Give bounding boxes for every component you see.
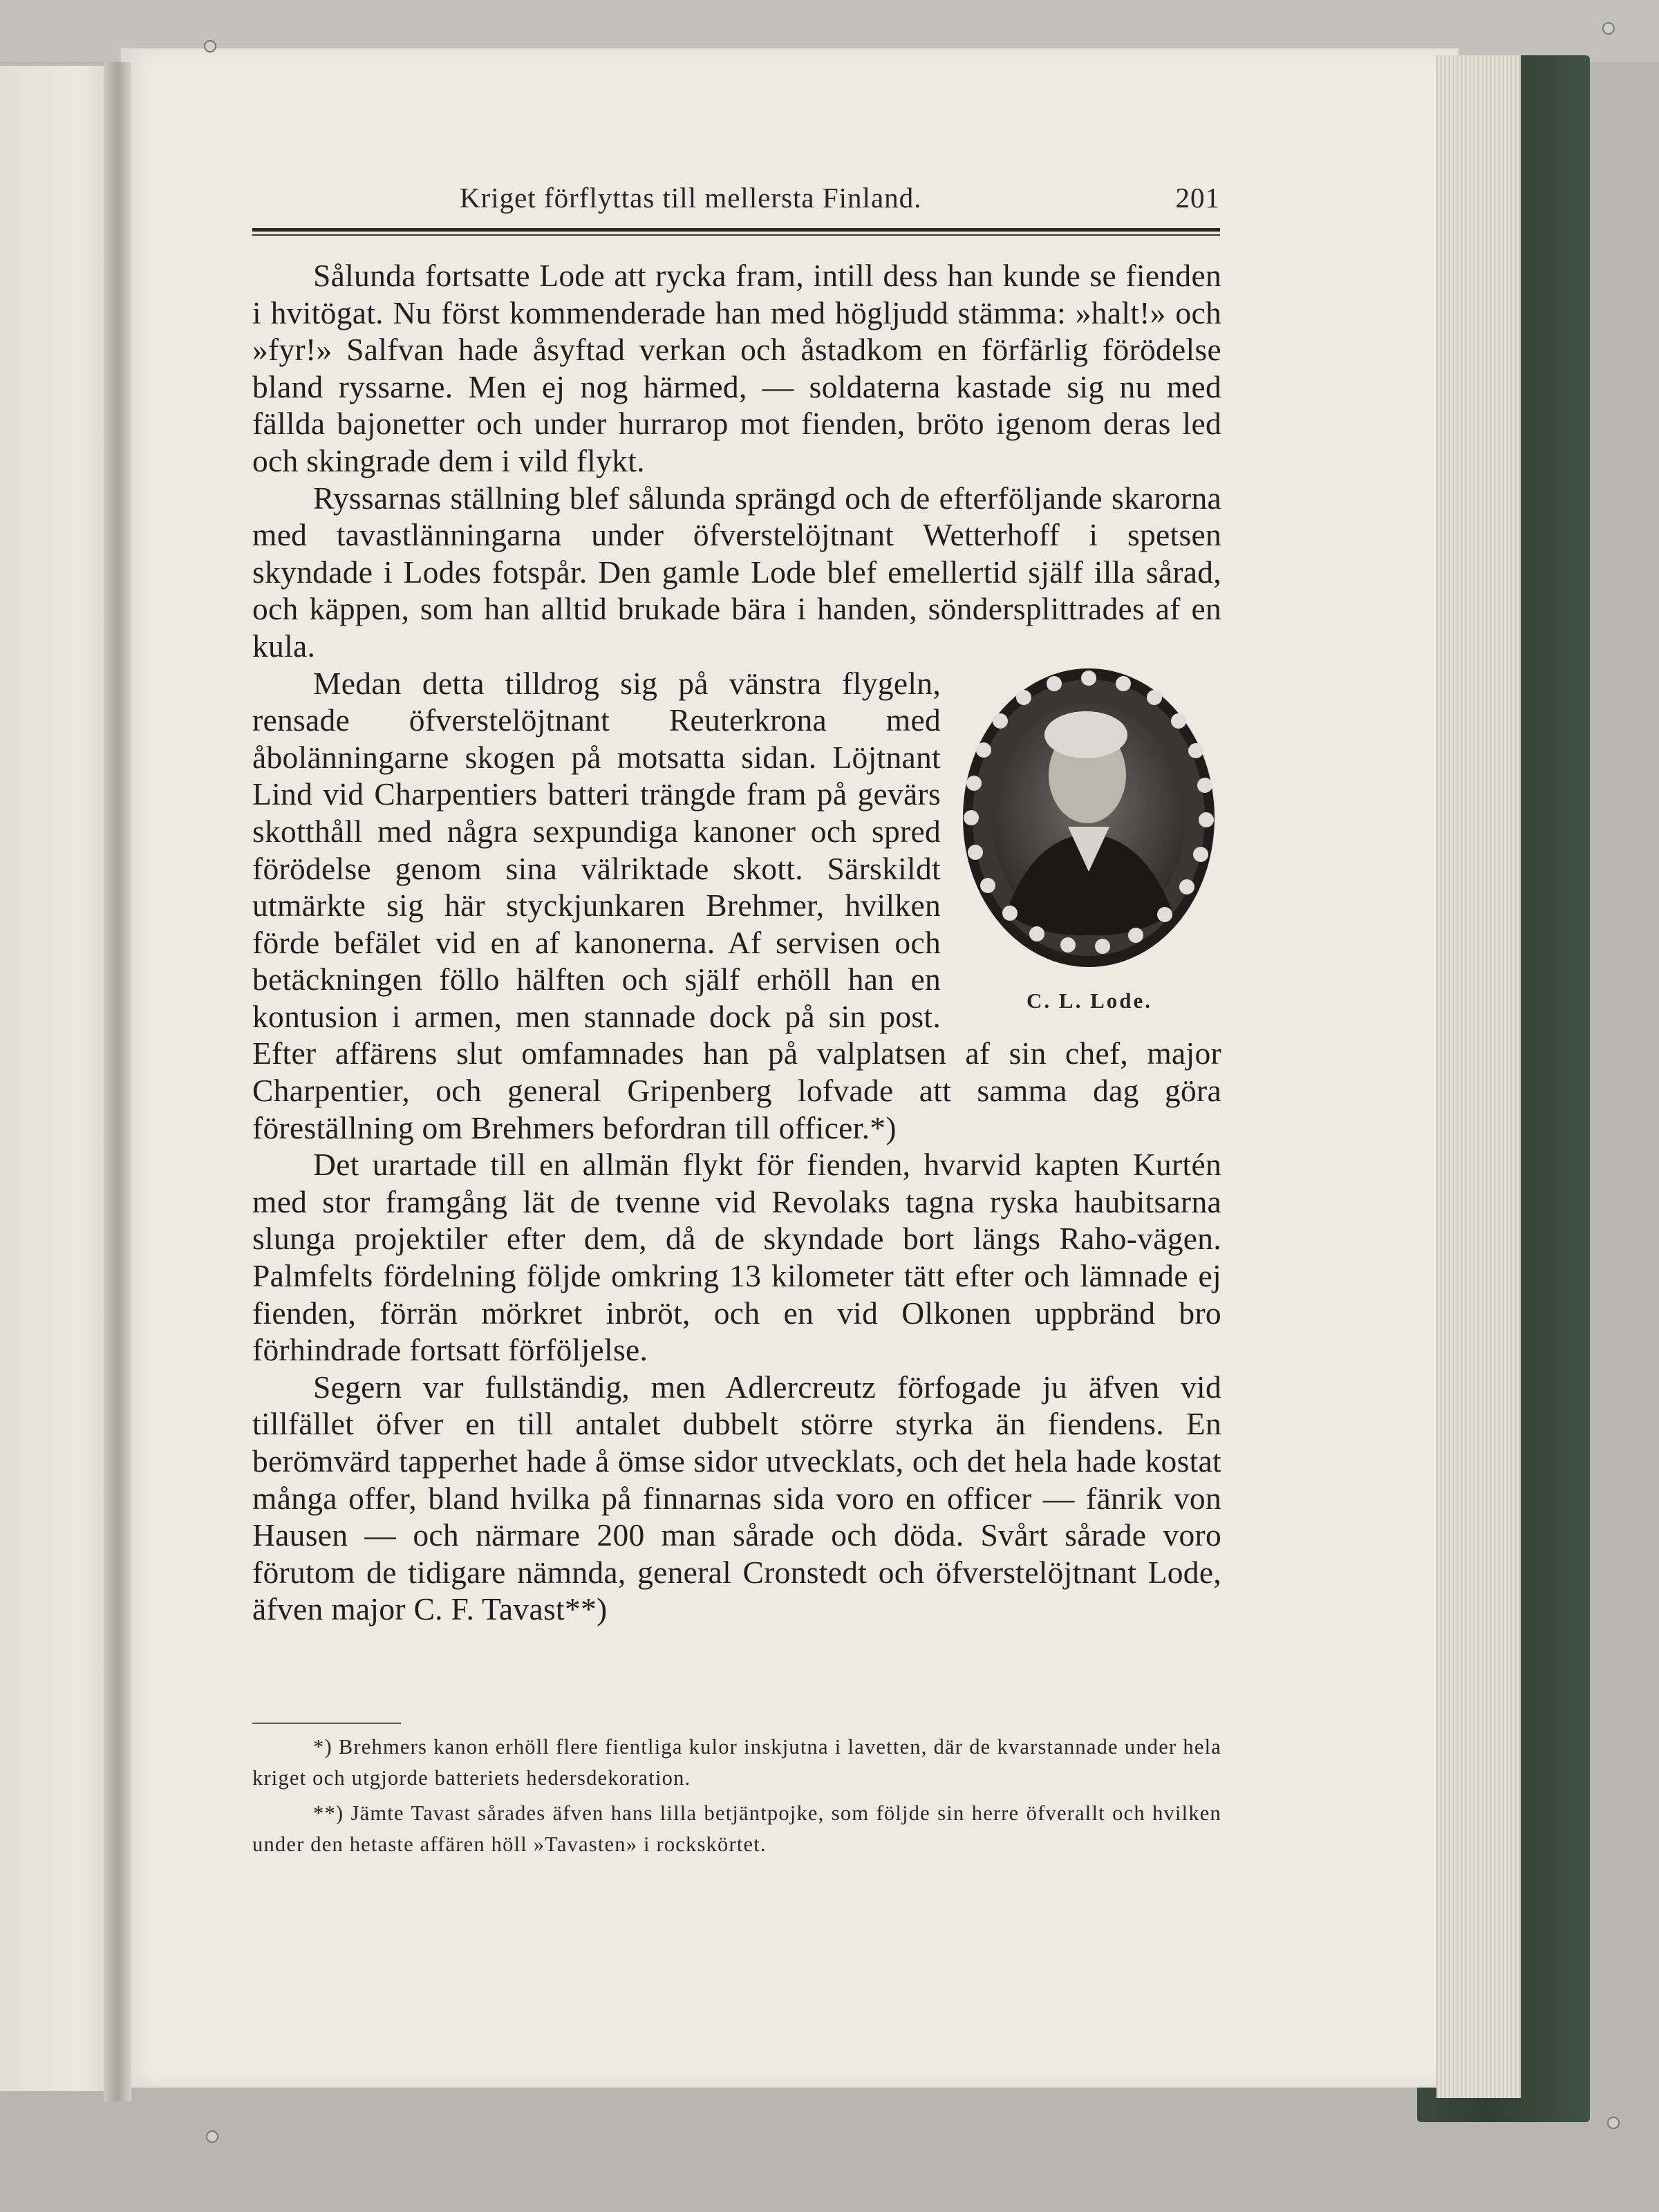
footnote: **) Jämte Tavast sårades äfven hans lilla betjäntpojke, som följde sin herre öfverallt och hvilken under den hetaste affären höll »Tavasten» i rockskörtet. bbox=[252, 1801, 1221, 1856]
running-head-title: Kriget förflyttas till mellersta Finland. bbox=[460, 182, 922, 214]
paragraph: Segern var fullständig, men Adlercreutz förfogade ju äfven vid tillfället öfver en till antalet dubbelt större styrka än fiendens. En berömvärd tapperhet hade å ömse sidor utvecklats, och det hela hade kostat många offer, bland hvilka på finnarnas sida voro en officer — fänrik von Hausen — och närmare 200 man sårade och döda. Svårt sårade voro förutom de tidigare nämnda, general Cronstedt och öfverstelöjtnant Lode, äfven major C. F. Tavast**) bbox=[252, 1369, 1221, 1627]
footnote-rule bbox=[252, 1723, 401, 1724]
book-gutter bbox=[104, 62, 131, 2101]
paragraph-text: Medan detta tilldrog sig på vänstra flygeln, rensade öfverstelöjtnant Reuterkrona med åbolänningarne skogen på motsatta sidan. Löjtnant Lind vid Charpentiers batteri trängde fram på gevärs skotthåll med några sexpundiga kanoner och spred förödelse genom sina välriktade skott. Särskildt utmärkte sig här styckjunkaren Brehmer, hvilken förde befälet vid en af kanonerna. Af servisen och betäckningen föllo hälften och själf erhöll han en kontusion i armen, men stannade dock på sin post. Efter affärens slut omfamnades han på valplatsen af sin chef, major Charpentier, och general Gripenberg lofvade att samma dag göra föreställning om Brehmers befordran till officer.*) bbox=[252, 665, 1221, 1145]
portrait-figure bbox=[957, 664, 1221, 1031]
pin-icon bbox=[1607, 2117, 1620, 2129]
paragraph-with-figure bbox=[252, 665, 1221, 1147]
header-rule bbox=[252, 228, 1220, 232]
paragraph: Ryssarnas ställning blef sålunda sprängd och de efterföljande skarorna med tavastlänningarna under öfverstelöjtnant Wetterhoff i spetsen skyndade i Lodes fotspår. Den gamle Lode blef emellertid själf illa sårad, och käppen, som han alltid brukade bära i handen, söndersplittrades af en kula. bbox=[252, 480, 1221, 664]
paragraph: Sålunda fortsatte Lode att rycka fram, intill dess han kunde se fienden i hvitögat. Nu först kommenderade han med högljudd stämma: »halt!» och »fyr!» Salfvan hade åsyftad verkan och åstadkom en förfärlig förödelse bland ryssarne. Men ej nog härmed, — soldaterna kastade sig nu med fällda bajonetter och under hurrarop mot fienden, bröto igenom deras led och skingrade dem i vild flykt. bbox=[252, 258, 1221, 478]
running-head bbox=[252, 181, 1220, 223]
header-rule-thin bbox=[252, 234, 1220, 236]
footnotes bbox=[252, 1732, 1221, 1864]
figure-caption: C. L. Lode. bbox=[1027, 988, 1152, 1013]
footnote: *) Brehmers kanon erhöll flere fientliga kulor inskjutna i lavetten, där de kvarstannade under hela kriget och utgjorde batteriets hedersdekoration. bbox=[252, 1735, 1221, 1790]
page-number: 201 bbox=[1175, 182, 1220, 214]
portrait-image bbox=[957, 664, 1221, 975]
pin-icon bbox=[206, 2130, 218, 2143]
paragraph: Det urartade till en allmän flykt för fienden, hvarvid kapten Kurtén med stor framgång lät de tvenne vid Revolaks tagna ryska haubitsarna slunga projektiler efter dem, då de skyndade bort längs Raho-vägen. Palmfelts fördelning följde omkring 13 kilometer tätt efter och lämnade ej fienden, förrän mörkret inbröt, och en vid Olkonen uppbränd bro förhindrade fortsatt förföljelse. bbox=[252, 1147, 1221, 1368]
body-text bbox=[252, 257, 1221, 1628]
pin-icon bbox=[204, 40, 216, 53]
page-fore-edge bbox=[1436, 55, 1521, 2098]
pin-icon bbox=[1602, 22, 1615, 35]
left-page-edge bbox=[0, 66, 118, 2091]
